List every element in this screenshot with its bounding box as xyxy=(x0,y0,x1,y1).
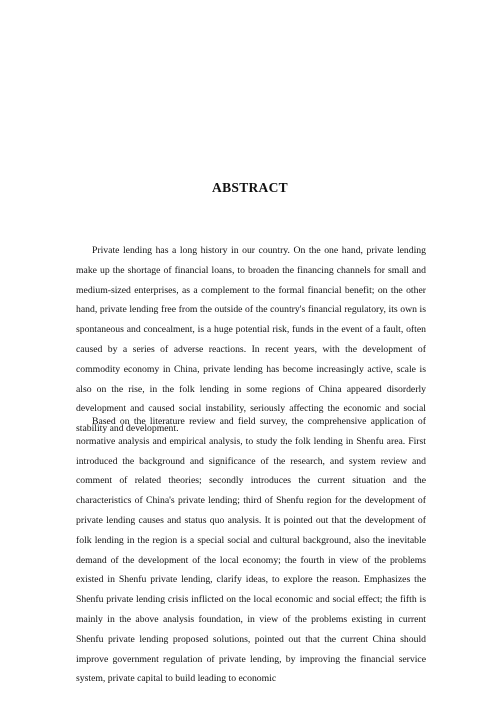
abstract-paragraph-1: Private lending has a long history in our country. On the one hand, private lending make up the shortage of financial loans, to broaden the financing channels for small and medium-sized enterprises, as a complement to the formal financial benefit; on the other hand, private lending free from the outside of the country's financial regulatory, its own is spontaneous and concealment, is a huge potential risk, funds in the event of a fault, often caused by a series of adverse reactions. In recent years, with the development of commodity economy in China, private lending has become increasingly active, scale is also on the rise, in the folk lending in some regions of China appeared disorderly development and caused social instability, seriously affecting the economic and social stability and development. xyxy=(76,245,426,435)
abstract-paragraph-2: Based on the literature review and field survey, the comprehensive application of normative analysis and empirical analysis, to study the folk lending in Shenfu area. First introduced the background and significance of the research, and system review and comment of related theories; secondly introduces the current situation and the characteristics of China's private lending; third of Shenfu region for the development of private lending causes and status quo analysis. It is pointed out that the development of folk lending in the region is a special social and cultural background, also the inevitable demand of the development of the local economy; the fourth in view of the problems existed in Shenfu private lending, clarify ideas, to explore the reason. Emphasizes the Shenfu private lending crisis inflicted on the local economic and social effect; the fifth is mainly in the above analysis foundation, in view of the problems existing in current Shenfu private lending proposed solutions, pointed out that the current China should improve government regulation of private lending, by improving the financial service system, private capital to build leading to economic xyxy=(76,416,426,685)
abstract-title: ABSTRACT xyxy=(212,180,288,195)
